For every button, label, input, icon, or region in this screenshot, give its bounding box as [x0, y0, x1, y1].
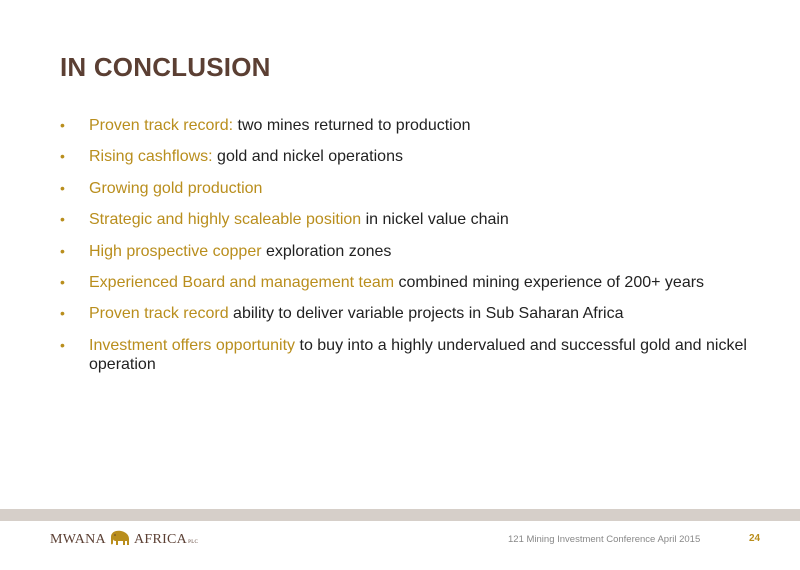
bullet-item — [60, 304, 760, 323]
logo-text-left: MWANA — [50, 532, 106, 547]
bullet-text: gold and nickel operations — [212, 148, 403, 166]
bullet-item — [60, 116, 760, 135]
bullet-marker: • — [60, 148, 65, 165]
bullet-highlight: Investment offers opportunity — [89, 336, 296, 354]
bullet-marker: • — [60, 211, 65, 228]
bullet-marker: • — [60, 336, 65, 353]
bullet-text: to buy into a highly undervalued and successful gold and nickel operation — [89, 336, 747, 373]
bullet-item — [60, 147, 760, 166]
logo-text-right: AFRICA — [133, 532, 188, 547]
bullet-highlight: Rising cashflows: — [89, 148, 213, 166]
bullet-text: two mines returned to production — [233, 117, 471, 134]
bullet-text: in nickel value chain — [361, 211, 509, 229]
bullet-marker: • — [60, 242, 65, 259]
bullet-item — [60, 210, 760, 229]
conference-label: 121 Mining Investment Conference April 2015 — [508, 534, 701, 545]
bullet-highlight: Proven track record — [89, 305, 229, 323]
bullet-highlight: Proven track record: — [89, 117, 234, 134]
bullet-highlight: Experienced Board and management team — [89, 273, 395, 291]
footer-band — [0, 509, 800, 521]
bullet-text: combined mining experience of 200+ years — [394, 273, 705, 291]
bullet-marker: • — [60, 273, 65, 290]
bullet-text: ability to deliver variable projects in Sub Saharan Africa — [228, 305, 624, 323]
page-number: 24 — [749, 533, 761, 544]
elephant-icon — [108, 528, 132, 548]
bullet-highlight: High prospective copper — [89, 242, 262, 260]
bullet-item — [60, 242, 760, 261]
bullet-marker: • — [60, 179, 65, 196]
bullet-item — [60, 336, 760, 374]
bullet-text: exploration zones — [261, 242, 392, 260]
bullet-item — [60, 273, 760, 292]
bullet-marker: • — [60, 117, 65, 133]
bullet-marker: • — [60, 305, 65, 322]
bullet-item — [60, 179, 760, 198]
bullet-highlight: Growing gold production — [89, 179, 263, 197]
company-logo — [50, 526, 198, 548]
slide-title: IN CONCLUSION — [60, 52, 271, 82]
logo-suffix: PLC — [188, 540, 199, 545]
bullet-list — [60, 116, 760, 386]
bullet-highlight: Strategic and highly scaleable position — [89, 211, 362, 229]
